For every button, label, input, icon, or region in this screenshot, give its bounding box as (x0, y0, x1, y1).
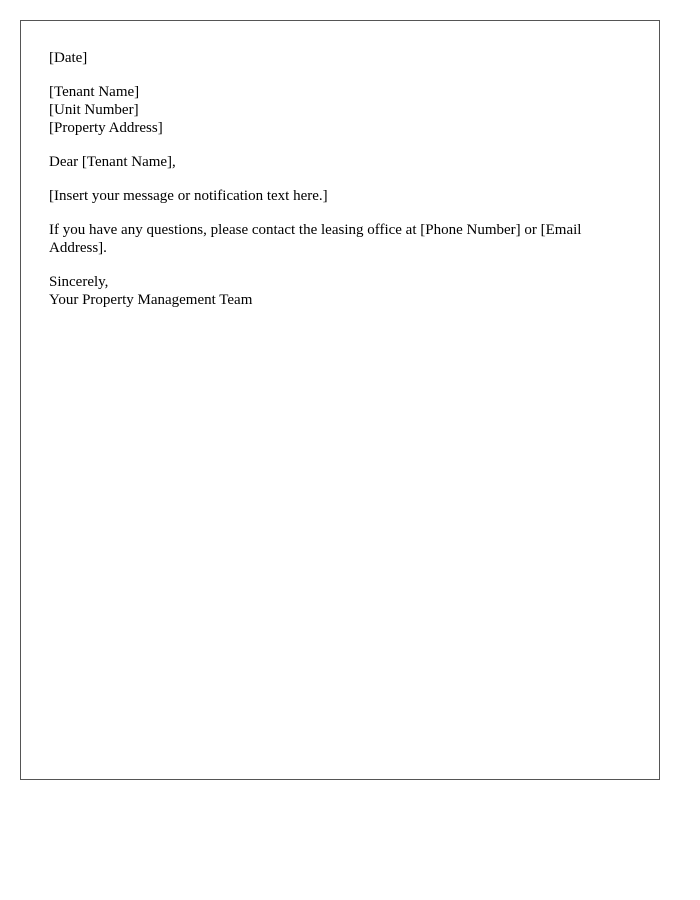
letter-page (20, 20, 660, 780)
recipient-address: [Property Address] (49, 120, 163, 136)
letter-date: [Date] (49, 50, 88, 66)
message-text: [Insert your message or notification text here.] (49, 188, 328, 204)
salutation: Dear [Tenant Name], (49, 154, 176, 170)
closing: Sincerely, (49, 274, 109, 290)
signature: Your Property Management Team (49, 292, 253, 308)
contact-text: If you have any questions, please contact the leasing office at [Phone Number] or [Email Address]. (49, 222, 582, 256)
contact-block (49, 221, 631, 257)
letter-date-block (49, 49, 631, 67)
recipient-name: [Tenant Name] (49, 84, 140, 100)
recipient-block (49, 83, 631, 137)
message-block (49, 187, 631, 205)
salutation-block (49, 153, 631, 171)
recipient-unit: [Unit Number] (49, 102, 139, 118)
closing-block (49, 273, 631, 309)
